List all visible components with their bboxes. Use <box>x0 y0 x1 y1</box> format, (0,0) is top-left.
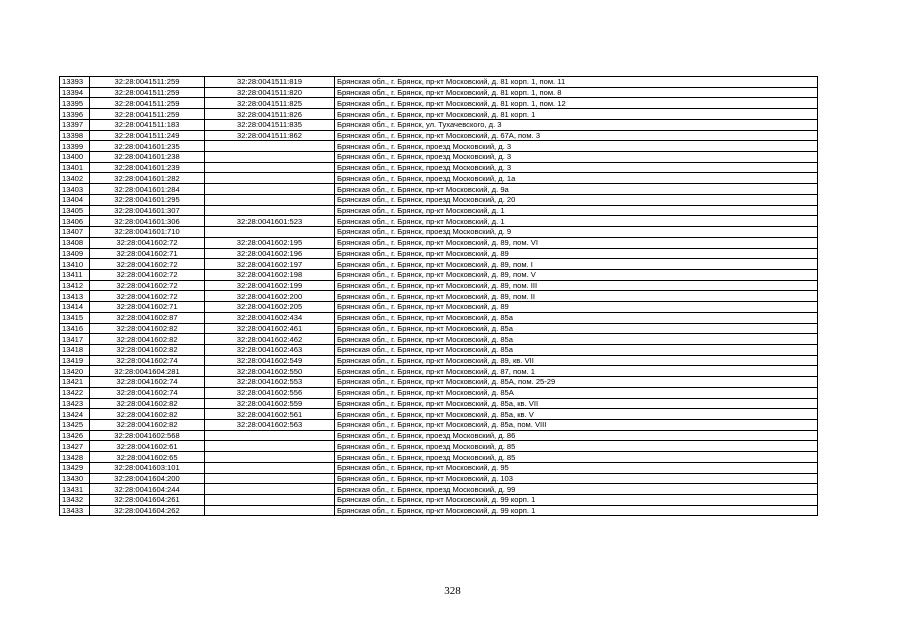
cadastral-number-cell: 32:28:0041511:259 <box>90 109 205 120</box>
table-row <box>60 184 818 195</box>
table-row <box>60 312 818 323</box>
parent-cadastral-number-cell: 32:28:0041511:835 <box>205 119 335 130</box>
cadastral-number-cell: 32:28:0041602:82 <box>90 334 205 345</box>
parent-cadastral-number-cell: 32:28:0041602:195 <box>205 237 335 248</box>
table-row <box>60 119 818 130</box>
table-row <box>60 205 818 216</box>
parent-cadastral-number-cell <box>205 194 335 205</box>
address-cell: Брянская обл., г. Брянск, пр-кт Московский, д. 85а <box>335 323 818 334</box>
row-number-cell: 13418 <box>60 344 90 355</box>
address-cell: Брянская обл., г. Брянск, проезд Московский, д. 9 <box>335 227 818 238</box>
table-row <box>60 495 818 506</box>
address-cell: Брянская обл., г. Брянск, пр-кт Московский, д. 89, пом. I <box>335 259 818 270</box>
table-row <box>60 216 818 227</box>
table-row <box>60 355 818 366</box>
parent-cadastral-number-cell: 32:28:0041602:196 <box>205 248 335 259</box>
row-number-cell: 13414 <box>60 302 90 313</box>
parent-cadastral-number-cell: 32:28:0041511:825 <box>205 98 335 109</box>
cadastral-number-cell: 32:28:0041601:710 <box>90 227 205 238</box>
parent-cadastral-number-cell: 32:28:0041511:826 <box>205 109 335 120</box>
parent-cadastral-number-cell <box>205 141 335 152</box>
parent-cadastral-number-cell: 32:28:0041511:819 <box>205 77 335 88</box>
cadastral-number-cell: 32:28:0041511:183 <box>90 119 205 130</box>
row-number-cell: 13407 <box>60 227 90 238</box>
parent-cadastral-number-cell: 32:28:0041602:200 <box>205 291 335 302</box>
row-number-cell: 13400 <box>60 152 90 163</box>
address-cell: Брянская обл., г. Брянск, пр-кт Московский, д. 85А <box>335 387 818 398</box>
parent-cadastral-number-cell: 32:28:0041511:862 <box>205 130 335 141</box>
parent-cadastral-number-cell <box>205 452 335 463</box>
parent-cadastral-number-cell: 32:28:0041602:563 <box>205 420 335 431</box>
table-row <box>60 323 818 334</box>
row-number-cell: 13427 <box>60 441 90 452</box>
address-cell: Брянская обл., г. Брянск, пр-кт Московский, д. 89, пом. II <box>335 291 818 302</box>
row-number-cell: 13428 <box>60 452 90 463</box>
cadastral-number-cell: 32:28:0041604:262 <box>90 505 205 516</box>
parent-cadastral-number-cell <box>205 441 335 452</box>
table-row <box>60 462 818 473</box>
row-number-cell: 13415 <box>60 312 90 323</box>
page-number: 328 <box>444 585 461 597</box>
parent-cadastral-number-cell <box>205 484 335 495</box>
cadastral-number-cell: 32:28:0041602:72 <box>90 259 205 270</box>
cadastral-number-cell: 32:28:0041602:72 <box>90 291 205 302</box>
cadastral-number-cell: 32:28:0041601:282 <box>90 173 205 184</box>
cadastral-number-cell: 32:28:0041603:101 <box>90 462 205 473</box>
table-row <box>60 269 818 280</box>
cadastral-number-cell: 32:28:0041601:295 <box>90 194 205 205</box>
row-number-cell: 13432 <box>60 495 90 506</box>
row-number-cell: 13426 <box>60 430 90 441</box>
parent-cadastral-number-cell: 32:28:0041602:549 <box>205 355 335 366</box>
table-row <box>60 344 818 355</box>
row-number-cell: 13396 <box>60 109 90 120</box>
table-row <box>60 194 818 205</box>
row-number-cell: 13422 <box>60 387 90 398</box>
address-cell: Брянская обл., г. Брянск, пр-кт Московский, д. 89, пом. V <box>335 269 818 280</box>
address-cell: Брянская обл., г. Брянск, ул. Тухачевского, д. 3 <box>335 119 818 130</box>
row-number-cell: 13398 <box>60 130 90 141</box>
address-cell: Брянская обл., г. Брянск, пр-кт Московский, д. 87, пом. 1 <box>335 366 818 377</box>
cadastral-number-cell: 32:28:0041602:568 <box>90 430 205 441</box>
cadastral-number-cell: 32:28:0041511:259 <box>90 98 205 109</box>
table-row <box>60 377 818 388</box>
row-number-cell: 13393 <box>60 77 90 88</box>
row-number-cell: 13405 <box>60 205 90 216</box>
parent-cadastral-number-cell: 32:28:0041601:523 <box>205 216 335 227</box>
table-row <box>60 441 818 452</box>
table-row <box>60 98 818 109</box>
cadastral-number-cell: 32:28:0041511:259 <box>90 77 205 88</box>
cadastral-number-cell: 32:28:0041511:249 <box>90 130 205 141</box>
table-row <box>60 248 818 259</box>
cadastral-number-cell: 32:28:0041602:72 <box>90 237 205 248</box>
table-row <box>60 420 818 431</box>
address-cell: Брянская обл., г. Брянск, пр-кт Московский, д. 81 корп. 1, пом. 12 <box>335 98 818 109</box>
address-cell: Брянская обл., г. Брянск, пр-кт Московский, д. 85а <box>335 334 818 345</box>
cadastral-number-cell: 32:28:0041602:71 <box>90 302 205 313</box>
address-cell: Брянская обл., г. Брянск, пр-кт Московский, д. 89, кв. VII <box>335 355 818 366</box>
row-number-cell: 13431 <box>60 484 90 495</box>
table-row <box>60 141 818 152</box>
registry-table <box>59 76 818 516</box>
row-number-cell: 13433 <box>60 505 90 516</box>
row-number-cell: 13410 <box>60 259 90 270</box>
parent-cadastral-number-cell: 32:28:0041511:820 <box>205 87 335 98</box>
row-number-cell: 13409 <box>60 248 90 259</box>
parent-cadastral-number-cell: 32:28:0041602:434 <box>205 312 335 323</box>
row-number-cell: 13419 <box>60 355 90 366</box>
table-row <box>60 77 818 88</box>
cadastral-number-cell: 32:28:0041602:82 <box>90 398 205 409</box>
parent-cadastral-number-cell <box>205 152 335 163</box>
parent-cadastral-number-cell: 32:28:0041602:550 <box>205 366 335 377</box>
parent-cadastral-number-cell <box>205 227 335 238</box>
address-cell: Брянская обл., г. Брянск, пр-кт Московский, д. 85А, пом. 25-29 <box>335 377 818 388</box>
cadastral-number-cell: 32:28:0041602:82 <box>90 409 205 420</box>
address-cell: Брянская обл., г. Брянск, проезд Московский, д. 3 <box>335 152 818 163</box>
row-number-cell: 13430 <box>60 473 90 484</box>
row-number-cell: 13411 <box>60 269 90 280</box>
row-number-cell: 13421 <box>60 377 90 388</box>
row-number-cell: 13417 <box>60 334 90 345</box>
address-cell: Брянская обл., г. Брянск, пр-кт Московский, д. 81 корп. 1 <box>335 109 818 120</box>
address-cell: Брянская обл., г. Брянск, пр-кт Московский, д. 99 корп. 1 <box>335 495 818 506</box>
parent-cadastral-number-cell: 32:28:0041602:205 <box>205 302 335 313</box>
cadastral-number-cell: 32:28:0041602:61 <box>90 441 205 452</box>
parent-cadastral-number-cell: 32:28:0041602:462 <box>205 334 335 345</box>
parent-cadastral-number-cell: 32:28:0041602:561 <box>205 409 335 420</box>
address-cell: Брянская обл., г. Брянск, пр-кт Московский, д. 85а, кв. V <box>335 409 818 420</box>
cadastral-number-cell: 32:28:0041602:72 <box>90 269 205 280</box>
address-cell: Брянская обл., г. Брянск, пр-кт Московский, д. 67А, пом. 3 <box>335 130 818 141</box>
parent-cadastral-number-cell: 32:28:0041602:197 <box>205 259 335 270</box>
row-number-cell: 13404 <box>60 194 90 205</box>
row-number-cell: 13413 <box>60 291 90 302</box>
address-cell: Брянская обл., г. Брянск, пр-кт Московский, д. 89, пом. VI <box>335 237 818 248</box>
cadastral-number-cell: 32:28:0041601:307 <box>90 205 205 216</box>
row-number-cell: 13408 <box>60 237 90 248</box>
table-row <box>60 280 818 291</box>
address-cell: Брянская обл., г. Брянск, пр-кт Московский, д. 85а <box>335 344 818 355</box>
parent-cadastral-number-cell <box>205 430 335 441</box>
parent-cadastral-number-cell <box>205 184 335 195</box>
row-number-cell: 13420 <box>60 366 90 377</box>
address-cell: Брянская обл., г. Брянск, пр-кт Московский, д. 1 <box>335 216 818 227</box>
address-cell: Брянская обл., г. Брянск, пр-кт Московский, д. 89, пом. III <box>335 280 818 291</box>
registry-table-body <box>60 77 818 516</box>
table-row <box>60 237 818 248</box>
cadastral-number-cell: 32:28:0041604:244 <box>90 484 205 495</box>
cadastral-number-cell: 32:28:0041602:74 <box>90 377 205 388</box>
cadastral-number-cell: 32:28:0041602:82 <box>90 344 205 355</box>
parent-cadastral-number-cell <box>205 495 335 506</box>
table-row <box>60 366 818 377</box>
row-number-cell: 13397 <box>60 119 90 130</box>
parent-cadastral-number-cell <box>205 205 335 216</box>
row-number-cell: 13402 <box>60 173 90 184</box>
cadastral-number-cell: 32:28:0041601:238 <box>90 152 205 163</box>
address-cell: Брянская обл., г. Брянск, проезд Московский, д. 20 <box>335 194 818 205</box>
row-number-cell: 13412 <box>60 280 90 291</box>
row-number-cell: 13423 <box>60 398 90 409</box>
table-row <box>60 334 818 345</box>
address-cell: Брянская обл., г. Брянск, проезд Московский, д. 1а <box>335 173 818 184</box>
table-row <box>60 173 818 184</box>
parent-cadastral-number-cell: 32:28:0041602:463 <box>205 344 335 355</box>
cadastral-number-cell: 32:28:0041602:65 <box>90 452 205 463</box>
row-number-cell: 13424 <box>60 409 90 420</box>
table-row <box>60 452 818 463</box>
address-cell: Брянская обл., г. Брянск, проезд Московский, д. 3 <box>335 141 818 152</box>
address-cell: Брянская обл., г. Брянск, пр-кт Московский, д. 85а <box>335 312 818 323</box>
table-row <box>60 162 818 173</box>
row-number-cell: 13416 <box>60 323 90 334</box>
table-row <box>60 387 818 398</box>
cadastral-number-cell: 32:28:0041601:239 <box>90 162 205 173</box>
address-cell: Брянская обл., г. Брянск, проезд Московский, д. 85 <box>335 452 818 463</box>
table-row <box>60 484 818 495</box>
address-cell: Брянская обл., г. Брянск, пр-кт Московский, д. 81 корп. 1, пом. 8 <box>335 87 818 98</box>
address-cell: Брянская обл., г. Брянск, пр-кт Московский, д. 9а <box>335 184 818 195</box>
table-row <box>60 473 818 484</box>
row-number-cell: 13394 <box>60 87 90 98</box>
address-cell: Брянская обл., г. Брянск, проезд Московский, д. 99 <box>335 484 818 495</box>
address-cell: Брянская обл., г. Брянск, пр-кт Московский, д. 89 <box>335 248 818 259</box>
table-row <box>60 130 818 141</box>
address-cell: Брянская обл., г. Брянск, пр-кт Московский, д. 95 <box>335 462 818 473</box>
address-cell: Брянская обл., г. Брянск, пр-кт Московский, д. 81 корп. 1, пом. 11 <box>335 77 818 88</box>
cadastral-number-cell: 32:28:0041602:71 <box>90 248 205 259</box>
cadastral-number-cell: 32:28:0041604:281 <box>90 366 205 377</box>
parent-cadastral-number-cell: 32:28:0041602:199 <box>205 280 335 291</box>
table-row <box>60 109 818 120</box>
table-row <box>60 505 818 516</box>
parent-cadastral-number-cell <box>205 505 335 516</box>
table-row <box>60 227 818 238</box>
address-cell: Брянская обл., г. Брянск, пр-кт Московский, д. 89 <box>335 302 818 313</box>
parent-cadastral-number-cell: 32:28:0041602:461 <box>205 323 335 334</box>
parent-cadastral-number-cell <box>205 162 335 173</box>
table-row <box>60 291 818 302</box>
parent-cadastral-number-cell <box>205 462 335 473</box>
parent-cadastral-number-cell <box>205 473 335 484</box>
address-cell: Брянская обл., г. Брянск, пр-кт Московский, д. 85а, пом. VIII <box>335 420 818 431</box>
cadastral-number-cell: 32:28:0041601:235 <box>90 141 205 152</box>
address-cell: Брянская обл., г. Брянск, проезд Московский, д. 86 <box>335 430 818 441</box>
row-number-cell: 13429 <box>60 462 90 473</box>
row-number-cell: 13406 <box>60 216 90 227</box>
table-row <box>60 152 818 163</box>
table-row <box>60 87 818 98</box>
parent-cadastral-number-cell: 32:28:0041602:559 <box>205 398 335 409</box>
parent-cadastral-number-cell: 32:28:0041602:553 <box>205 377 335 388</box>
cadastral-number-cell: 32:28:0041601:306 <box>90 216 205 227</box>
cadastral-number-cell: 32:28:0041602:82 <box>90 420 205 431</box>
cadastral-number-cell: 32:28:0041511:259 <box>90 87 205 98</box>
row-number-cell: 13403 <box>60 184 90 195</box>
cadastral-number-cell: 32:28:0041602:82 <box>90 323 205 334</box>
table-row <box>60 398 818 409</box>
row-number-cell: 13395 <box>60 98 90 109</box>
cadastral-number-cell: 32:28:0041604:200 <box>90 473 205 484</box>
address-cell: Брянская обл., г. Брянск, проезд Московский, д. 85 <box>335 441 818 452</box>
address-cell: Брянская обл., г. Брянск, пр-кт Московский, д. 103 <box>335 473 818 484</box>
table-row <box>60 409 818 420</box>
address-cell: Брянская обл., г. Брянск, проезд Московский, д. 3 <box>335 162 818 173</box>
table-row <box>60 259 818 270</box>
table-row <box>60 302 818 313</box>
parent-cadastral-number-cell <box>205 173 335 184</box>
address-cell: Брянская обл., г. Брянск, пр-кт Московский, д. 1 <box>335 205 818 216</box>
row-number-cell: 13425 <box>60 420 90 431</box>
cadastral-number-cell: 32:28:0041602:74 <box>90 355 205 366</box>
table-row <box>60 430 818 441</box>
row-number-cell: 13401 <box>60 162 90 173</box>
address-cell: Брянская обл., г. Брянск, пр-кт Московский, д. 99 корп. 1 <box>335 505 818 516</box>
cadastral-number-cell: 32:28:0041602:87 <box>90 312 205 323</box>
address-cell: Брянская обл., г. Брянск, пр-кт Московский, д. 85а, кв. VII <box>335 398 818 409</box>
parent-cadastral-number-cell: 32:28:0041602:556 <box>205 387 335 398</box>
parent-cadastral-number-cell: 32:28:0041602:198 <box>205 269 335 280</box>
cadastral-number-cell: 32:28:0041601:284 <box>90 184 205 195</box>
row-number-cell: 13399 <box>60 141 90 152</box>
cadastral-number-cell: 32:28:0041602:72 <box>90 280 205 291</box>
cadastral-number-cell: 32:28:0041604:261 <box>90 495 205 506</box>
cadastral-number-cell: 32:28:0041602:74 <box>90 387 205 398</box>
